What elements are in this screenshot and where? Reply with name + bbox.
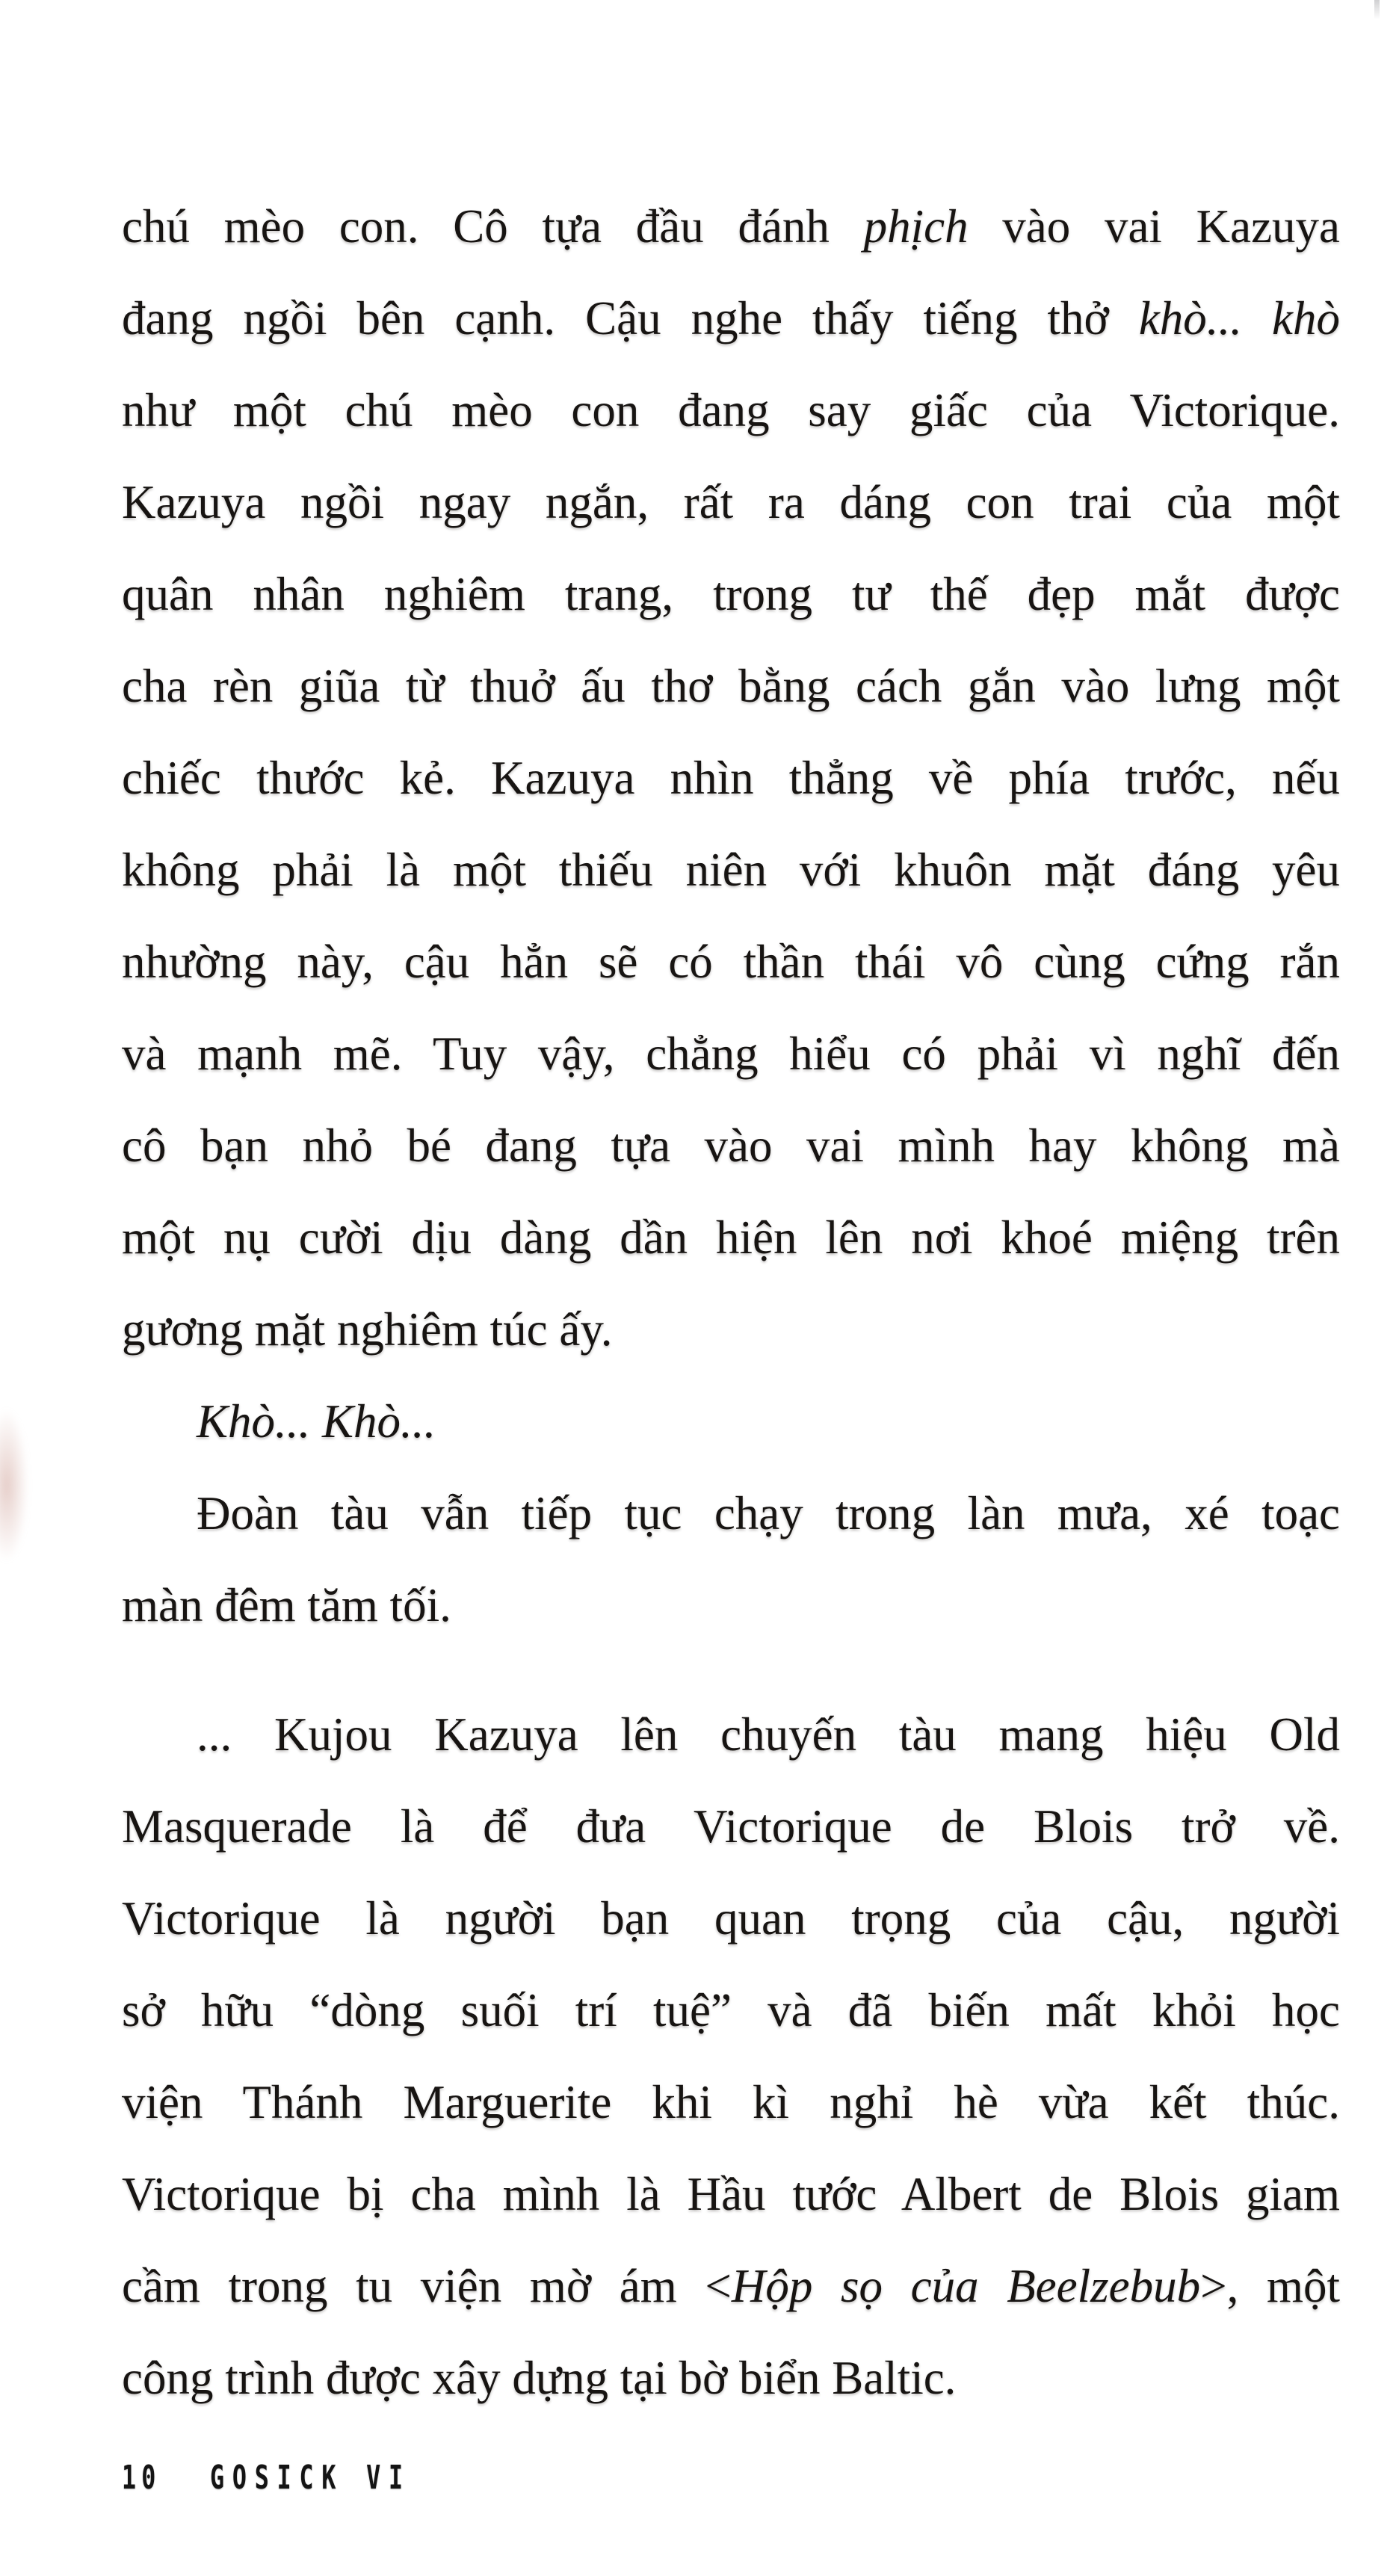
text-line [122,916,1340,1008]
text-segment: như một chú mèo con đang say giấc của Victorique. [122,384,1340,436]
text-line [122,365,1340,457]
text-line [122,824,1340,916]
text-block [122,181,1340,2424]
text-segment: không phải là một thiếu niên với khuôn mặt đáng yêu [122,844,1340,896]
text-segment: cô bạn nhỏ bé đang tựa vào vai mình hay không mà [122,1119,1340,1172]
text-segment: Victorique là người bạn quan trọng của cậu, người [122,1892,1340,1945]
text-line [122,549,1340,640]
page-number: 10 [122,2459,161,2497]
text-line [122,1284,1340,1376]
text-segment: cầm trong tu viện mờ ám < [122,2260,732,2312]
text-segment: quân nhân nghiêm trang, trong tư thế đẹp mắt được [122,568,1340,620]
text-line [122,1192,1340,1284]
text-line [122,181,1340,273]
text-line [122,1468,1340,1560]
paragraph-continuation [122,181,1340,1376]
scan-smudge-artifact [0,1409,28,1562]
text-line [122,457,1340,549]
text-segment: sở hữu “dòng suối trí tuệ” và đã biến mất khỏi học [122,1984,1340,2036]
text-line [122,1781,1340,1873]
text-line [122,1873,1340,1965]
text-segment: một nụ cười dịu dàng dần hiện lên nơi khoé miệng trên [122,1211,1340,1264]
text-line [122,2057,1340,2149]
scan-edge-artifact [1374,0,1380,19]
text-segment: màn đêm tăm tối. [122,1579,451,1631]
text-line [122,273,1340,365]
text-line [122,1560,1340,1652]
text-line [122,1100,1340,1192]
text-segment: công trình được xây dựng tại bờ biển Baltic. [122,2352,957,2404]
text-line [122,2149,1340,2240]
text-segment: vào vai Kazuya [968,200,1340,253]
page-footer [0,2459,1396,2499]
text-segment: viện Thánh Marguerite khi kì nghỉ hè vừa kết thúc. [122,2076,1340,2128]
paragraph-kujou [122,1689,1340,2424]
text-segment: và mạnh mẽ. Tuy vậy, chẳng hiểu có phải vì nghĩ đến [122,1028,1340,1080]
text-line [122,1376,1340,1468]
text-segment: chiếc thước kẻ. Kazuya nhìn thẳng về phía trước, nếu [122,752,1340,804]
text-segment: Victorique bị cha mình là Hầu tước Albert de Blois giam [122,2168,1340,2220]
text-line [122,732,1340,824]
text-segment: nhường này, cậu hẳn sẽ có thần thái vô cùng cứng rắn [122,936,1340,988]
text-line [122,1965,1340,2057]
text-line [122,2240,1340,2332]
text-segment: gương mặt nghiêm túc ấy. [122,1303,613,1356]
italic-text-segment: Khò... Khò... [197,1395,436,1448]
italic-text-segment: khò... khò [1138,292,1340,345]
text-line [122,1689,1340,1781]
text-line [122,2332,1340,2424]
text-segment: ... Kujou Kazuya lên chuyến tàu mang hiệu Old [197,1708,1340,1761]
book-title: GOSICK VI [210,2459,411,2497]
italic-text-segment: Hộp sọ của Beelzebub [731,2260,1201,2312]
paragraph-kho [122,1376,1340,1468]
text-segment: chú mèo con. Cô tựa đầu đánh [122,200,864,253]
text-segment: Kazuya ngồi ngay ngắn, rất ra dáng con trai của một [122,476,1340,528]
text-segment: đang ngồi bên cạnh. Cậu nghe thấy tiếng thở [122,292,1139,345]
paragraph-train [122,1468,1340,1652]
italic-text-segment: phịch [863,200,969,253]
text-segment: cha rèn giũa từ thuở ấu thơ bằng cách gắn vào lưng một [122,660,1340,712]
text-line [122,1008,1340,1100]
text-line [122,640,1340,732]
text-segment: Đoàn tàu vẫn tiếp tục chạy trong làn mưa, xé toạc [197,1487,1340,1539]
text-segment: Masquerade là để đưa Victorique de Blois trở về. [122,1800,1340,1853]
text-segment: >, một [1200,2260,1340,2312]
